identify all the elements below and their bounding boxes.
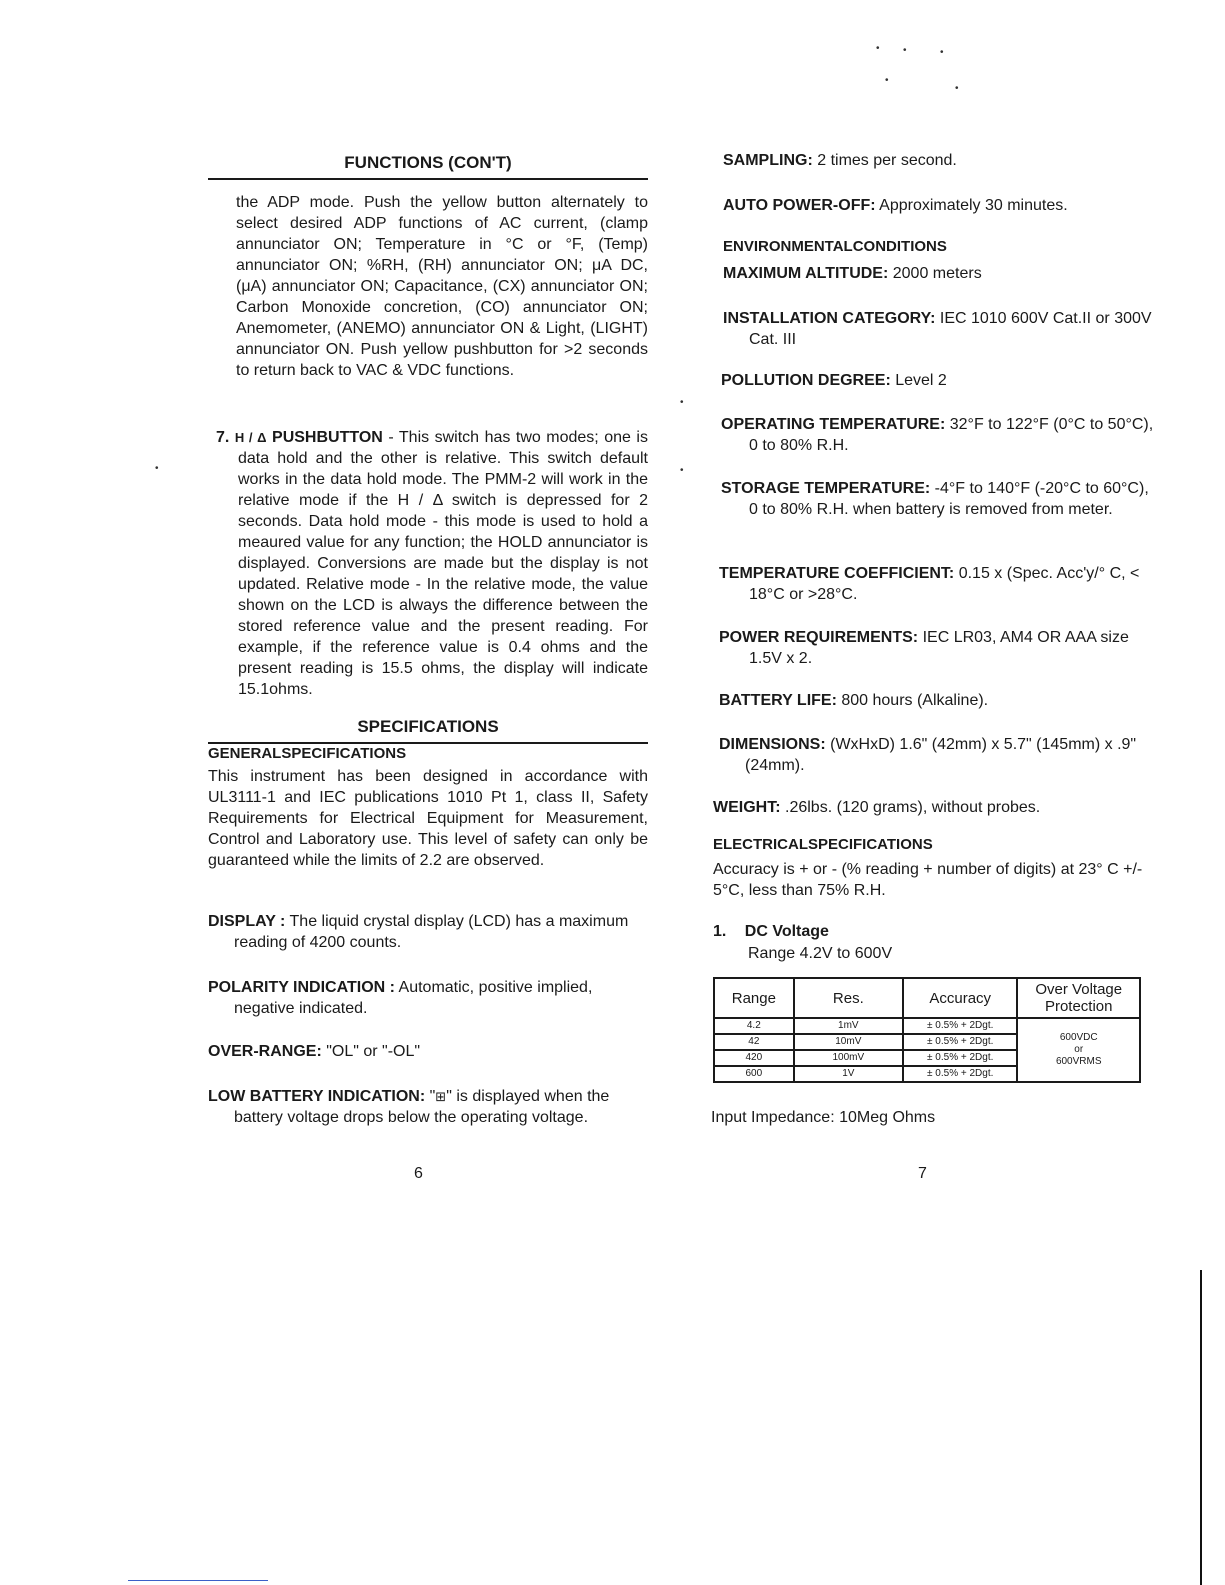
temperature-coefficient-spec [719, 563, 1161, 605]
functions-cont-title: FUNCTIONS (CON'T) [344, 153, 512, 172]
scan-speck: • [903, 45, 907, 56]
accuracy-text: Accuracy is + or - (% reading + number of digits) at 23° C +/- 5°C, less than 75% R.H. [713, 861, 1143, 899]
display-spec [208, 911, 648, 953]
scan-speck: • [155, 463, 159, 474]
table-cell-accuracy: ± 0.5% + 2Dgt. [903, 1018, 1018, 1034]
table-cell-range: 4.2 [714, 1018, 794, 1034]
pollution-degree-spec [721, 370, 1153, 391]
installation-category-label: INSTALLATION CATEGORY: [723, 310, 936, 327]
page-number-right: 7 [918, 1165, 927, 1182]
scan-speck: • [885, 75, 889, 86]
display-label: DISPLAY : [208, 913, 286, 930]
dc-voltage-range: Range 4.2V to 600V [748, 945, 893, 962]
table-header-res: Res. [794, 978, 903, 1018]
sampling-label: SAMPLING: [723, 152, 813, 169]
temperature-coefficient-label: TEMPERATURE COEFFICIENT: [719, 565, 955, 582]
scan-speck: • [876, 43, 880, 54]
low-battery-label: LOW BATTERY INDICATION: [208, 1088, 426, 1105]
polarity-text: Automatic, positive implied, negative indicated. [234, 979, 593, 1017]
overrange-spec [208, 1041, 648, 1062]
power-requirements-label: POWER REQUIREMENTS: [719, 629, 919, 646]
operating-temperature-label: OPERATING TEMPERATURE: [721, 416, 946, 433]
dc-voltage-number: 1. [713, 923, 727, 940]
input-impedance-text: Input Impedance: 10Meg Ohms [711, 1109, 936, 1126]
operating-temperature-spec [721, 414, 1161, 456]
table-cell-range: 42 [714, 1034, 794, 1050]
display-text: The liquid crystal display (LCD) has a maximum reading of 4200 counts. [234, 913, 629, 951]
max-altitude-text: 2000 meters [888, 265, 982, 282]
weight-text: .26lbs. (120 grams), without probes. [780, 799, 1041, 816]
table-cell-accuracy: ± 0.5% + 2Dgt. [903, 1034, 1018, 1050]
hold-delta-icon: H / Δ [234, 430, 267, 445]
battery-life-label: BATTERY LIFE: [719, 692, 837, 709]
table-header-range: Range [714, 978, 794, 1018]
table-header-row [714, 978, 1140, 1018]
low-battery-text-a: " [425, 1088, 436, 1105]
max-altitude-spec [723, 263, 1153, 284]
table-header-accuracy: Accuracy [903, 978, 1018, 1018]
battery-icon: ⊞ [435, 1089, 447, 1104]
power-requirements-spec [719, 627, 1161, 669]
dc-voltage-table [713, 977, 1141, 1083]
table-header-protection: Over Voltage Protection [1017, 978, 1140, 1018]
dimensions-text: (WxHxD) 1.6" (42mm) x 5.7" (145mm) x .9" (24mm). [745, 736, 1137, 774]
scan-speck: • [940, 47, 944, 58]
auto-power-off-label: AUTO POWER-OFF: [723, 197, 876, 214]
functions-cont-heading [208, 152, 648, 180]
pollution-degree-label: POLLUTION DEGREE: [721, 372, 891, 389]
overrange-label: OVER-RANGE: [208, 1043, 322, 1060]
polarity-spec [208, 977, 648, 1019]
electrical-specs-title: ELECTRICALSPECIFICATIONS [713, 836, 933, 853]
table-cell-range: 420 [714, 1050, 794, 1066]
specifications-title: SPECIFICATIONS [357, 717, 499, 736]
table-cell-res: 10mV [794, 1034, 903, 1050]
adp-paragraph: the ADP mode. Push the yellow button alternately to select desired ADP functions of AC current, (clamp annunciator ON; Temperature in °C or °F, (Temp) annunciator ON; %RH, (RH) annunciator ON; μA DC, (μA) annunciator ON; Capacitance, (CX) annunciator ON; Carbon Monoxide concretion, (CO) annunciator ON; Anemometer, (ANEMO) annunciator ON & Light, (LIGHT) annunciator ON. Push yellow pushbutton for >2 seconds to return back to VAC & VDC functions. [236, 194, 648, 379]
power-requirements-text: IEC LR03, AM4 OR AAA size 1.5V x 2. [749, 629, 1129, 667]
item-7-number: 7. [216, 429, 230, 446]
low-battery-text-b: " is displayed when the battery voltage drops below the operating voltage. [234, 1088, 610, 1126]
overrange-text: "OL" or "-OL" [321, 1043, 421, 1060]
item-7-label: PUSHBUTTON [272, 429, 383, 446]
item-7-hold-relative [216, 427, 648, 700]
protection-line-c: 600VRMS [1055, 1056, 1102, 1067]
scan-speck: • [680, 465, 684, 476]
auto-power-off-spec [723, 195, 1153, 216]
scan-speck: • [955, 83, 959, 94]
table-cell-res: 1V [794, 1066, 903, 1082]
table-cell-accuracy: ± 0.5% + 2Dgt. [903, 1066, 1018, 1082]
scan-edge-line [1200, 1270, 1202, 1585]
battery-life-spec [719, 690, 1153, 711]
protection-line-b: or [1074, 1044, 1084, 1055]
scan-speck: • [680, 397, 684, 408]
auto-power-off-text: Approximately 30 minutes. [875, 197, 1068, 214]
table-cell-range: 600 [714, 1066, 794, 1082]
environmental-conditions-title: ENVIRONMENTALCONDITIONS [723, 238, 947, 255]
max-altitude-label: MAXIMUM ALTITUDE: [723, 265, 889, 282]
general-specs-text: This instrument has been designed in accordance with UL3111-1 and IEC publications 1010 Pt 1, class II, Safety Requirements for Electrical Equipment for Measurement, Control and Laboratory use. This level of safety can only be guaranteed while the limits of 2.2 are observed. [208, 768, 648, 869]
bottom-underline [128, 1580, 268, 1581]
temperature-coefficient-text: 0.15 x (Spec. Acc'y/° C, < 18°C or >28°C. [749, 565, 1140, 603]
weight-label: WEIGHT: [713, 799, 781, 816]
table-cell-res: 1mV [794, 1018, 903, 1034]
item-7-text: - This switch has two modes; one is data hold and the other is relative. This switch default works in the data hold mode. The PMM-2 will work in the relative mode if the H / Δ switch is depressed for 2 seconds. Data hold mode - this mode is used to hold a meaured value for any function; the HOLD annunciator is displayed. Conversions are made but the display is not updated. Relative mode - In the relative mode, the value shown on the LCD is always the difference between the stored reference value and the present reading. For example, if the reference value is 0.4 ohms and the present reading is 15.5 ohms, the display will indicate 15.1ohms. [238, 429, 648, 698]
page-number-left: 6 [414, 1165, 423, 1182]
storage-temperature-text: -4°F to 140°F (-20°C to 60°C), 0 to 80% R.H. when battery is removed from meter. [749, 480, 1149, 518]
table-cell-protection [1017, 1018, 1140, 1082]
storage-temperature-label: STORAGE TEMPERATURE: [721, 480, 931, 497]
weight-spec [713, 797, 1153, 818]
table-cell-res: 100mV [794, 1050, 903, 1066]
sampling-spec [723, 150, 1153, 171]
polarity-label: POLARITY INDICATION : [208, 979, 395, 996]
sampling-text: 2 times per second. [812, 152, 957, 169]
dc-voltage-title: DC Voltage [744, 923, 829, 940]
low-battery-spec [208, 1086, 648, 1128]
operating-temperature-text: 32°F to 122°F (0°C to 50°C), 0 to 80% R.H. [749, 416, 1154, 454]
protection-line-a: 600VDC [1059, 1032, 1098, 1043]
specifications-heading [208, 716, 648, 744]
general-specs-title: GENERALSPECIFICATIONS [208, 745, 407, 762]
dc-voltage-heading [713, 921, 1153, 942]
table-cell-accuracy: ± 0.5% + 2Dgt. [903, 1050, 1018, 1066]
installation-category-text: IEC 1010 600V Cat.II or 300V Cat. III [749, 310, 1152, 348]
table-row [714, 1018, 1140, 1034]
battery-life-text: 800 hours (Alkaline). [836, 692, 989, 709]
dimensions-label: DIMENSIONS: [719, 736, 826, 753]
installation-category-spec [723, 308, 1163, 350]
storage-temperature-spec [721, 478, 1161, 520]
dimensions-spec [719, 734, 1161, 776]
pollution-degree-text: Level 2 [890, 372, 947, 389]
